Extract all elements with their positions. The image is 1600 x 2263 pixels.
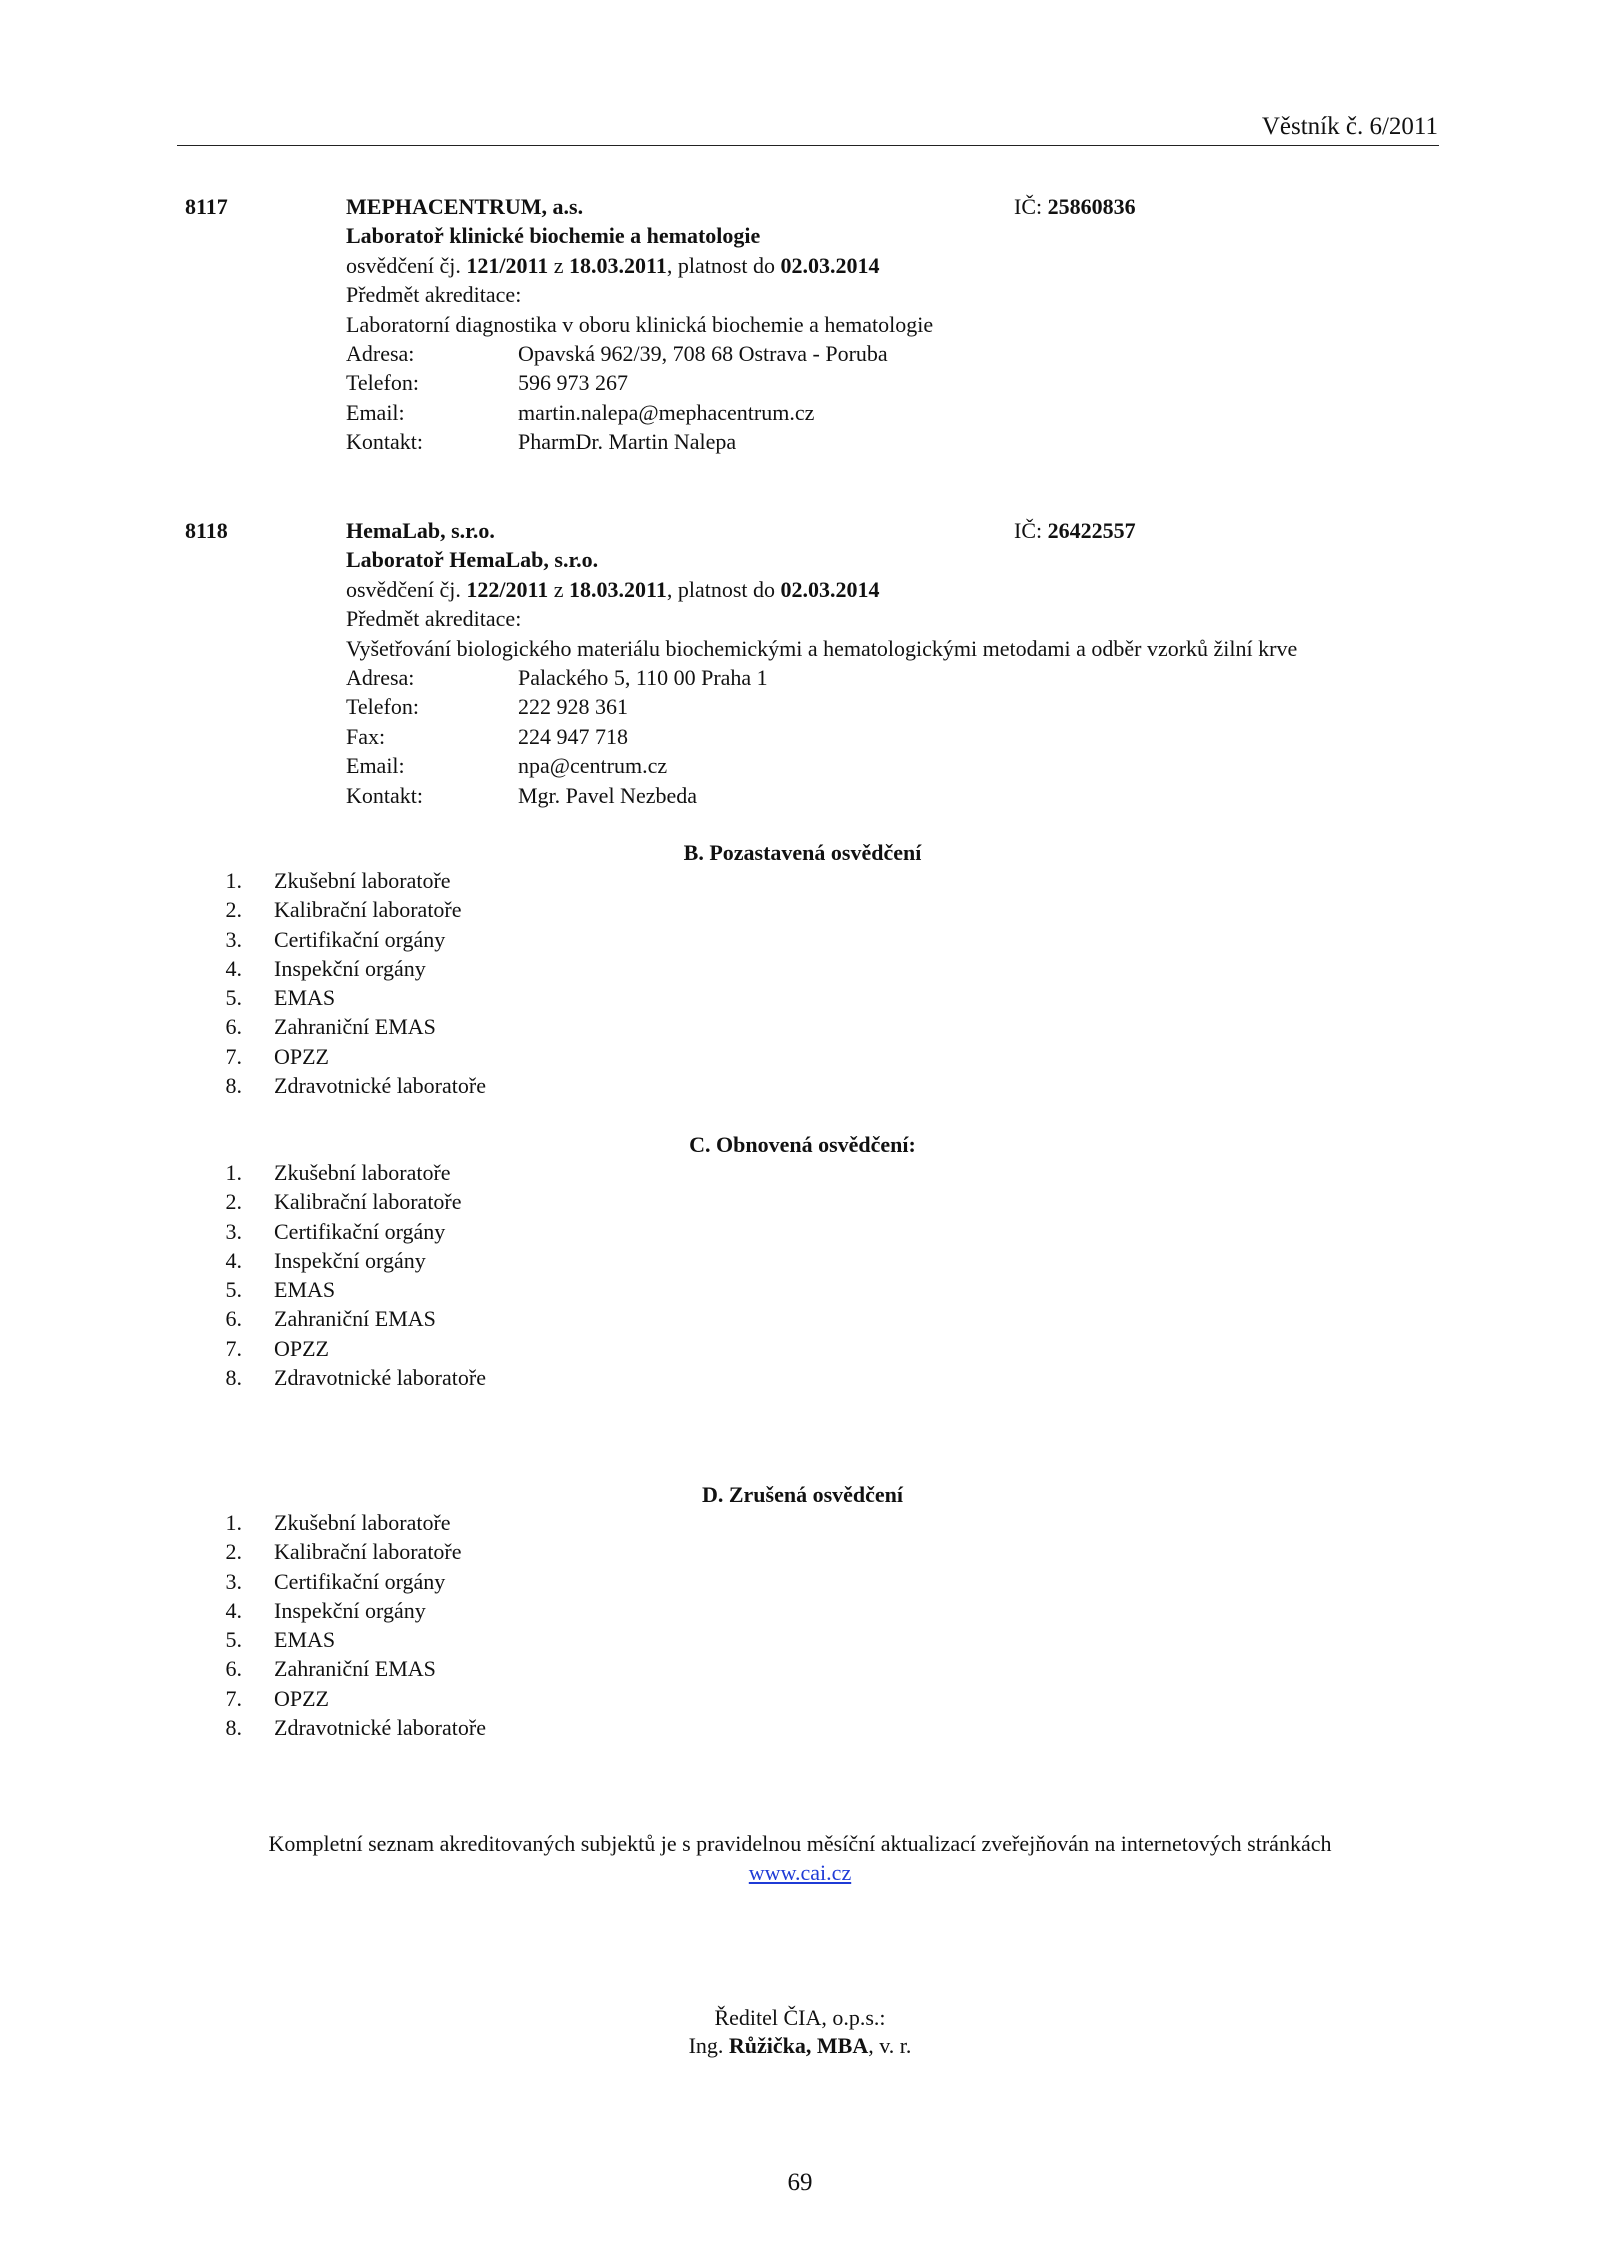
list-number: 2. [225, 1189, 242, 1215]
ic-value: 26422557 [1047, 518, 1136, 543]
list-text: Zdravotnické laboratoře [274, 1365, 486, 1391]
company-name: MEPHACENTRUM, a.s. [346, 194, 584, 219]
director-title: Ředitel ČIA, o.p.s.: [714, 2005, 886, 2030]
contact-value: Palackého 5, 110 00 Praha 1 [518, 664, 768, 690]
list-text: Kalibrační laboratoře [274, 1189, 462, 1215]
subject-text: Laboratorní diagnostika v oboru klinická biochemie a hematologie [346, 311, 934, 337]
certificate-line [346, 251, 933, 280]
certificate-prefix: osvědčení čj. [346, 252, 461, 278]
contact-row [346, 368, 933, 397]
list-number: 2. [225, 897, 242, 923]
list-text: Zahraniční EMAS [274, 1306, 436, 1332]
list-number: 1. [225, 868, 242, 893]
list-number: 4. [225, 1247, 242, 1273]
contact-value: martin.nalepa@mephacentrum.cz [518, 399, 815, 425]
list-number: 4. [225, 1597, 242, 1623]
section-title: D. Zrušená osvědčení [701, 1482, 904, 1507]
list-number: 7. [225, 1335, 242, 1361]
list-text: Certifikační orgány [274, 1218, 446, 1244]
certificate-z: z [553, 252, 564, 278]
list-number: 3. [225, 926, 242, 952]
contact-row [346, 722, 1297, 751]
contact-row [346, 692, 1297, 721]
list-text: Inspekční orgány [274, 1597, 426, 1623]
ic-label: IČ: [1014, 518, 1043, 543]
contact-value: PharmDr. Martin Nalepa [518, 429, 737, 455]
subject-text: Vyšetřování biologického materiálu biochemickými a hematologickými metodami a odběr vzorků žilní krve [346, 635, 1298, 661]
contact-row [346, 398, 933, 427]
contact-value: Mgr. Pavel Nezbeda [518, 782, 697, 808]
contact-value: 224 947 718 [518, 723, 628, 749]
list-number: 6. [225, 1306, 242, 1332]
certificate-date: 18.03.2011 [569, 252, 667, 278]
list-text: EMAS [274, 1627, 336, 1653]
subject-label: Předmět akreditace: [346, 282, 522, 308]
subject-label: Předmět akreditace: [346, 606, 522, 632]
running-header: Věstník č. 6/2011 [1261, 113, 1438, 140]
signature-suffix: , v. r. [868, 2033, 912, 2058]
page-number: 69 [787, 2169, 813, 2196]
laboratory-name: Laboratoř HemaLab, s.r.o. [346, 547, 599, 573]
contact-value: 222 928 361 [518, 694, 628, 720]
contact-value: npa@centrum.cz [518, 753, 668, 779]
list-text: Inspekční orgány [274, 955, 426, 981]
contact-row [346, 663, 1297, 692]
list-number: 6. [225, 1656, 242, 1682]
list-number: 8. [225, 1715, 242, 1741]
contact-label: Fax: [346, 723, 386, 749]
contact-value: 596 973 267 [518, 370, 628, 396]
list-text: Inspekční orgány [274, 1247, 426, 1273]
signature-prefix: Ing. [688, 2033, 724, 2058]
entry-block [346, 516, 1297, 810]
certificate-z: z [553, 576, 564, 602]
entry-number: 8118 [185, 518, 228, 543]
list-text: OPZZ [274, 1335, 329, 1361]
list-number: 7. [225, 1043, 242, 1069]
section-title: B. Pozastavená osvědčení [683, 840, 922, 865]
entry-number: 8117 [185, 194, 228, 219]
certificate-validity-label: , platnost do [666, 576, 775, 602]
laboratory-name: Laboratoř klinické biochemie a hematologie [346, 223, 761, 249]
certificate-validity-label: , platnost do [666, 252, 775, 278]
footer-note: Kompletní seznam akreditovaných subjektů je s pravidelnou měsíční aktualizací zveřejňován na internetových stránkách [268, 1831, 1332, 1856]
list-text: EMAS [274, 985, 336, 1011]
list-number: 3. [225, 1568, 242, 1594]
certificate-line [346, 575, 1297, 604]
contact-label: Kontakt: [346, 782, 423, 808]
list-text: Zdravotnické laboratoře [274, 1073, 486, 1099]
list-number: 3. [225, 1218, 242, 1244]
certificate-prefix: osvědčení čj. [346, 576, 461, 602]
contact-value: Opavská 962/39, 708 68 Ostrava - Poruba [518, 340, 888, 366]
company-name: HemaLab, s.r.o. [346, 518, 495, 543]
list-number: 8. [225, 1365, 242, 1391]
certificate-validity: 02.03.2014 [780, 576, 880, 602]
list-number: 4. [225, 955, 242, 981]
entry-block [346, 192, 933, 457]
list-text: Zkušební laboratoře [274, 868, 451, 893]
list-text: EMAS [274, 1277, 336, 1303]
contact-row [346, 427, 933, 456]
list-text: Zkušební laboratoře [274, 1160, 451, 1185]
signature-line [0, 2031, 1600, 2060]
list-text: Kalibrační laboratoře [274, 897, 462, 923]
header-rule [177, 145, 1439, 146]
certificate-number: 121/2011 [466, 252, 549, 278]
list-number: 5. [225, 1277, 242, 1303]
list-number: 8. [225, 1073, 242, 1099]
list-text: Zahraniční EMAS [274, 1014, 436, 1040]
contact-label: Adresa: [346, 340, 415, 366]
certificate-number: 122/2011 [466, 576, 549, 602]
contact-label: Email: [346, 753, 405, 779]
list-number: 7. [225, 1685, 242, 1711]
ic-value: 25860836 [1047, 194, 1136, 219]
list-text: Kalibrační laboratoře [274, 1539, 462, 1565]
list-text: OPZZ [274, 1043, 329, 1069]
contact-label: Adresa: [346, 664, 415, 690]
list-number: 5. [225, 985, 242, 1011]
list-text: Zkušební laboratoře [274, 1510, 451, 1535]
contact-label: Telefon: [346, 694, 419, 720]
ic-label: IČ: [1014, 194, 1043, 219]
list-number: 1. [225, 1160, 242, 1185]
contact-row [346, 751, 1297, 780]
list-text: OPZZ [274, 1685, 329, 1711]
list-text: Zahraniční EMAS [274, 1656, 436, 1682]
list-number: 1. [225, 1510, 242, 1535]
contact-row [346, 781, 1297, 810]
footer-link-row [0, 1858, 1600, 1887]
contact-label: Kontakt: [346, 429, 423, 455]
list-number: 6. [225, 1014, 242, 1040]
ic-number [1014, 192, 1136, 221]
list-text: Certifikační orgány [274, 1568, 446, 1594]
certificate-date: 18.03.2011 [569, 576, 667, 602]
list-text: Zdravotnické laboratoře [274, 1715, 486, 1741]
contact-row [346, 339, 933, 368]
certificate-validity: 02.03.2014 [780, 252, 880, 278]
list-text: Certifikační orgány [274, 926, 446, 952]
website-link[interactable]: www.cai.cz [748, 1860, 852, 1885]
list-number: 2. [225, 1539, 242, 1565]
contact-label: Telefon: [346, 370, 419, 396]
section-title: C. Obnovená osvědčení: [689, 1132, 916, 1157]
list-number: 5. [225, 1627, 242, 1653]
signature-name: Růžička, MBA [728, 2033, 869, 2058]
contact-label: Email: [346, 399, 405, 425]
